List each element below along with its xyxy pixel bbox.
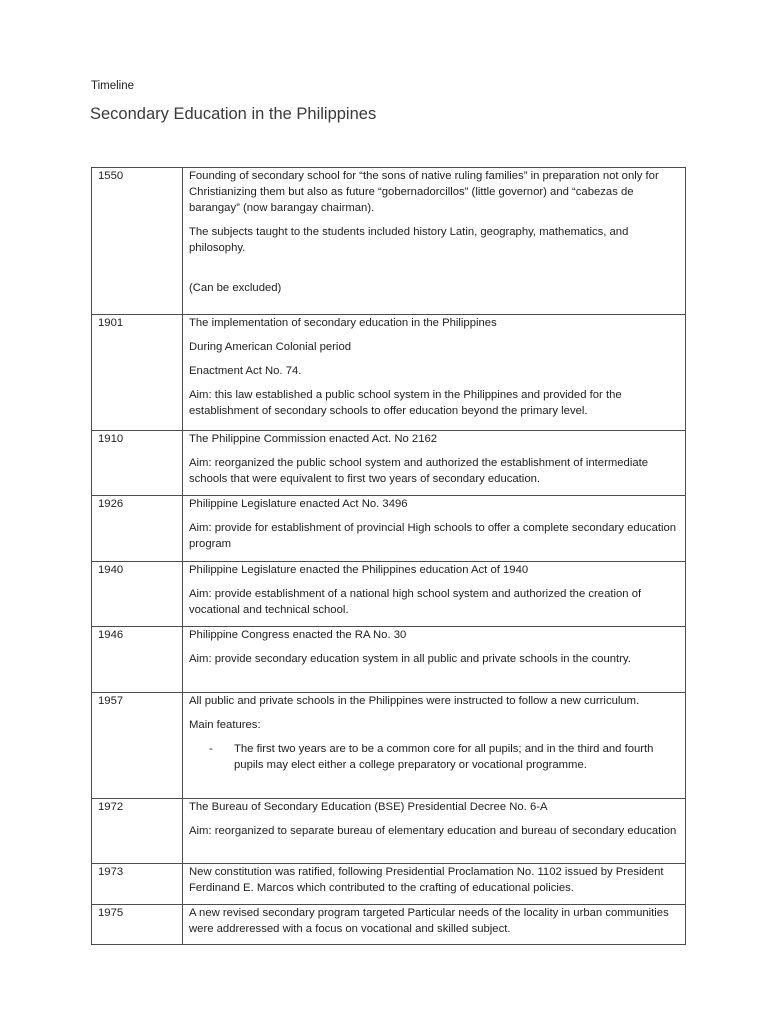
year-text: 1910 xyxy=(98,433,124,445)
description-text: A new revised secondary program targeted Particular needs of the locality in urban communities were addreressed with a focus on vocational and skilled subject. xyxy=(189,907,669,935)
description-text: The Philippine Commission enacted Act. No 2162 xyxy=(189,433,438,445)
description-text: Philippine Legislature enacted Act No. 3496 xyxy=(189,498,408,510)
year-cell xyxy=(92,693,183,799)
description-cell xyxy=(183,693,686,799)
description-text: Aim: provide establishment of a national high school system and authorized the creation of vocational and technical school. xyxy=(189,588,642,616)
description-text: Aim: reorganized the public school system and authorized the establishment of intermediate schools that were equivalent to first two years of secondary education. xyxy=(189,457,649,485)
year-cell xyxy=(92,799,183,864)
description-text: Aim: provide secondary education system in all public and private schools in the country. xyxy=(189,653,631,665)
timeline-label: Timeline xyxy=(91,80,135,92)
description-text: Enactment Act No. 74. xyxy=(189,365,302,377)
description-cell xyxy=(183,562,686,627)
year-text: 1975 xyxy=(98,907,124,919)
year-text: 1946 xyxy=(98,629,124,641)
description-text: During American Colonial period xyxy=(189,341,352,353)
description-cell xyxy=(183,864,686,905)
description-text: Founding of secondary school for “the sons of native ruling families” in preparation not only for Christianizing them but also as future “gobernadorcillos” (little governor) and “cabezas de barangay” (now barangay chairman). xyxy=(189,170,659,214)
year-text: 1957 xyxy=(98,695,124,707)
description-text: The implementation of secondary education in the Philippines xyxy=(189,317,497,329)
bullet-marker: - xyxy=(209,743,213,755)
table-row xyxy=(92,496,686,562)
blank-line xyxy=(189,264,679,280)
table-row xyxy=(92,627,686,693)
table-row xyxy=(92,693,686,799)
description-text: Aim: reorganized to separate bureau of elementary education and bureau of secondary education xyxy=(189,825,677,837)
table-row xyxy=(92,562,686,627)
description-cell xyxy=(183,168,686,315)
year-cell xyxy=(92,864,183,905)
year-text: 1973 xyxy=(98,866,124,878)
table-row xyxy=(92,864,686,905)
year-text: 1926 xyxy=(98,498,124,510)
description-text: New constitution was ratified, following Presidential Proclamation No. 1102 issued by President Ferdinand E. Marcos which contributed to the crafting of educational policies. xyxy=(189,866,664,894)
description-cell xyxy=(183,627,686,693)
description-cell xyxy=(183,431,686,496)
description-text: Main features: xyxy=(189,719,261,731)
table-row xyxy=(92,315,686,431)
table-row xyxy=(92,431,686,496)
description-text: The Bureau of Secondary Education (BSE) Presidential Decree No. 6-A xyxy=(189,801,548,813)
description-cell xyxy=(183,315,686,431)
bullet-text: The first two years are to be a common core for all pupils; and in the third and fourth pupils may elect either a college preparatory or vocational programme. xyxy=(234,743,654,771)
table-row xyxy=(92,168,686,315)
year-cell xyxy=(92,431,183,496)
year-cell xyxy=(92,496,183,562)
description-text: (Can be excluded) xyxy=(189,282,282,294)
year-cell xyxy=(92,168,183,315)
year-cell xyxy=(92,905,183,945)
description-cell xyxy=(183,799,686,864)
table-row xyxy=(92,905,686,945)
description-text: Aim: this law established a public school system in the Philippines and provided for the establishment of secondary schools to offer education beyond the primary level. xyxy=(189,389,622,417)
year-text: 1901 xyxy=(98,317,124,329)
year-text: 1940 xyxy=(98,564,124,576)
timeline-table xyxy=(91,167,686,945)
description-cell xyxy=(183,496,686,562)
year-cell xyxy=(92,562,183,627)
table-row xyxy=(92,799,686,864)
description-text: Philippine Congress enacted the RA No. 30 xyxy=(189,629,407,641)
year-text: 1972 xyxy=(98,801,124,813)
description-cell xyxy=(183,905,686,945)
year-cell xyxy=(92,315,183,431)
page-title: Secondary Education in the Philippines xyxy=(90,105,377,123)
description-text: Philippine Legislature enacted the Philippines education Act of 1940 xyxy=(189,564,529,576)
description-text: Aim: provide for establishment of provincial High schools to offer a complete secondary education program xyxy=(189,522,677,550)
year-text: 1550 xyxy=(98,170,124,182)
bullet-item xyxy=(189,741,679,773)
description-text: All public and private schools in the Philippines were instructed to follow a new curriculum. xyxy=(189,695,640,707)
description-text: The subjects taught to the students included history Latin, geography, mathematics, and philosophy. xyxy=(189,226,629,254)
year-cell xyxy=(92,627,183,693)
